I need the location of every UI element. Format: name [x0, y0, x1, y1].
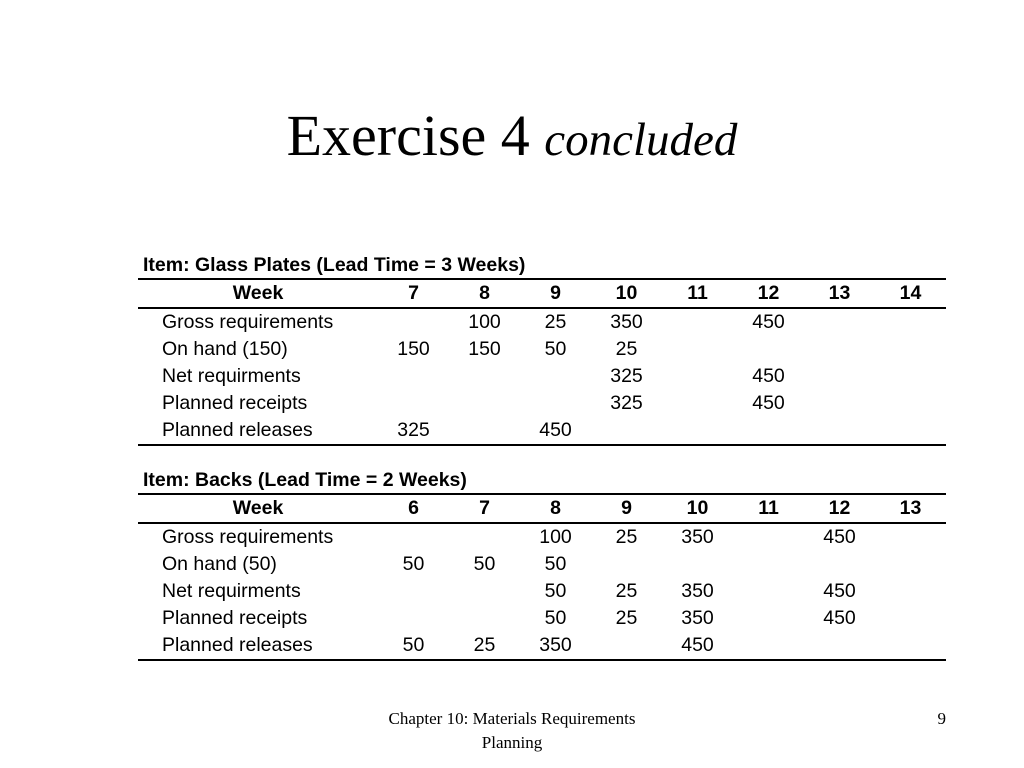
week-number: 10: [686, 497, 709, 519]
cell-value: [449, 390, 520, 417]
cell-value: [733, 578, 804, 605]
item-caption: Item: Backs (Lead Time = 2 Weeks): [143, 469, 467, 491]
cell-value: 150: [468, 338, 501, 360]
cell-value: [804, 551, 875, 578]
mrp-table-glass-plates: [138, 252, 946, 446]
cell-value: 50: [544, 553, 567, 575]
week-label: Week: [232, 282, 284, 304]
page-number: 9: [937, 709, 946, 728]
cell-value: [875, 363, 946, 390]
cell-value: [733, 632, 804, 660]
cell-value: 450: [752, 392, 785, 414]
title-main: Exercise 4: [286, 103, 530, 168]
cell-value: [733, 551, 804, 578]
cell-value: [875, 551, 946, 578]
week-number: 13: [828, 282, 851, 304]
cell-value: [449, 523, 520, 551]
cell-value: [662, 551, 733, 578]
table-row: [138, 605, 946, 632]
cell-value: 350: [539, 634, 572, 656]
cell-value: 150: [397, 338, 430, 360]
row-label: On hand (150): [162, 338, 288, 360]
cell-value: [378, 605, 449, 632]
table-row: [138, 523, 946, 551]
cell-value: [875, 523, 946, 551]
week-number: 7: [408, 282, 419, 304]
table-row: [138, 336, 946, 363]
week-number: 13: [899, 497, 922, 519]
row-label: Gross requirements: [162, 526, 334, 548]
row-label: Net requirments: [162, 580, 301, 602]
cell-value: [662, 336, 733, 363]
cell-value: [520, 390, 591, 417]
table-row: [138, 551, 946, 578]
mrp-table: [138, 278, 946, 446]
cell-value: [804, 336, 875, 363]
cell-value: 50: [544, 580, 567, 602]
item-caption: Item: Glass Plates (Lead Time = 3 Weeks): [143, 254, 526, 276]
cell-value: [591, 551, 662, 578]
cell-value: [378, 390, 449, 417]
mrp-table-backs: [138, 467, 946, 661]
cell-value: [733, 336, 804, 363]
cell-value: 450: [752, 365, 785, 387]
week-header-row: [138, 494, 946, 523]
cell-value: [875, 632, 946, 660]
cell-value: 100: [468, 311, 501, 333]
cell-value: 325: [610, 392, 643, 414]
cell-value: 450: [823, 607, 856, 629]
week-number: 12: [828, 497, 851, 519]
week-header-row: [138, 279, 946, 308]
cell-value: 25: [615, 338, 638, 360]
cell-value: [378, 363, 449, 390]
week-number: 9: [621, 497, 632, 519]
cell-value: 50: [544, 338, 567, 360]
cell-value: 50: [544, 607, 567, 629]
table-row: [138, 632, 946, 660]
cell-value: 450: [539, 419, 572, 441]
mrp-table: [138, 493, 946, 661]
cell-value: [378, 578, 449, 605]
cell-value: [875, 390, 946, 417]
cell-value: [875, 336, 946, 363]
cell-value: 450: [823, 526, 856, 548]
week-number: 12: [757, 282, 780, 304]
cell-value: 325: [610, 365, 643, 387]
cell-value: 50: [473, 553, 496, 575]
cell-value: [449, 578, 520, 605]
week-number: 8: [550, 497, 561, 519]
cell-value: [662, 363, 733, 390]
week-number: 14: [899, 282, 922, 304]
row-label: On hand (50): [162, 553, 277, 575]
cell-value: [662, 308, 733, 336]
cell-value: [449, 417, 520, 445]
cell-value: [875, 417, 946, 445]
footer-line: Planning: [481, 733, 543, 752]
cell-value: [804, 390, 875, 417]
table-row: [138, 363, 946, 390]
week-number: 8: [479, 282, 490, 304]
cell-value: 450: [752, 311, 785, 333]
week-number: 9: [550, 282, 561, 304]
cell-value: [662, 417, 733, 445]
cell-value: [378, 308, 449, 336]
cell-value: [449, 363, 520, 390]
cell-value: 450: [823, 580, 856, 602]
cell-value: 25: [544, 311, 567, 333]
cell-value: [875, 308, 946, 336]
cell-value: 25: [473, 634, 496, 656]
table-row: [138, 308, 946, 336]
cell-value: 350: [681, 607, 714, 629]
cell-value: 325: [397, 419, 430, 441]
cell-value: [875, 605, 946, 632]
table-row: [138, 578, 946, 605]
title-italic: concluded: [544, 114, 738, 166]
cell-value: 450: [681, 634, 714, 656]
row-label: Net requirments: [162, 365, 301, 387]
cell-value: [733, 605, 804, 632]
cell-value: [662, 390, 733, 417]
cell-value: 25: [615, 580, 638, 602]
cell-value: 100: [539, 526, 572, 548]
cell-value: [520, 363, 591, 390]
row-label: Planned releases: [162, 419, 313, 441]
week-number: 7: [479, 497, 490, 519]
week-number: 11: [687, 282, 708, 304]
cell-value: 50: [402, 553, 425, 575]
cell-value: [875, 578, 946, 605]
cell-value: 25: [615, 607, 638, 629]
cell-value: 350: [610, 311, 643, 333]
cell-value: [804, 632, 875, 660]
week-number: 6: [408, 497, 419, 519]
week-label: Week: [232, 497, 284, 519]
row-label: Planned receipts: [162, 392, 308, 414]
table-row: [138, 390, 946, 417]
cell-value: 350: [681, 580, 714, 602]
row-label: Planned receipts: [162, 607, 308, 629]
cell-value: 50: [402, 634, 425, 656]
week-number: 10: [615, 282, 638, 304]
cell-value: [449, 605, 520, 632]
cell-value: 25: [615, 526, 638, 548]
footer-line: Chapter 10: Materials Requirements: [388, 709, 636, 728]
cell-value: [591, 417, 662, 445]
row-label: Planned releases: [162, 634, 313, 656]
footer-chapter-title: [352, 707, 672, 755]
table-row: [138, 417, 946, 445]
week-number: 11: [758, 497, 779, 519]
cell-value: 350: [681, 526, 714, 548]
cell-value: [804, 363, 875, 390]
cell-value: [733, 417, 804, 445]
cell-value: [378, 523, 449, 551]
cell-value: [804, 417, 875, 445]
cell-value: [733, 523, 804, 551]
cell-value: [591, 632, 662, 660]
cell-value: [804, 308, 875, 336]
slide-title: [0, 98, 1024, 178]
row-label: Gross requirements: [162, 311, 334, 333]
